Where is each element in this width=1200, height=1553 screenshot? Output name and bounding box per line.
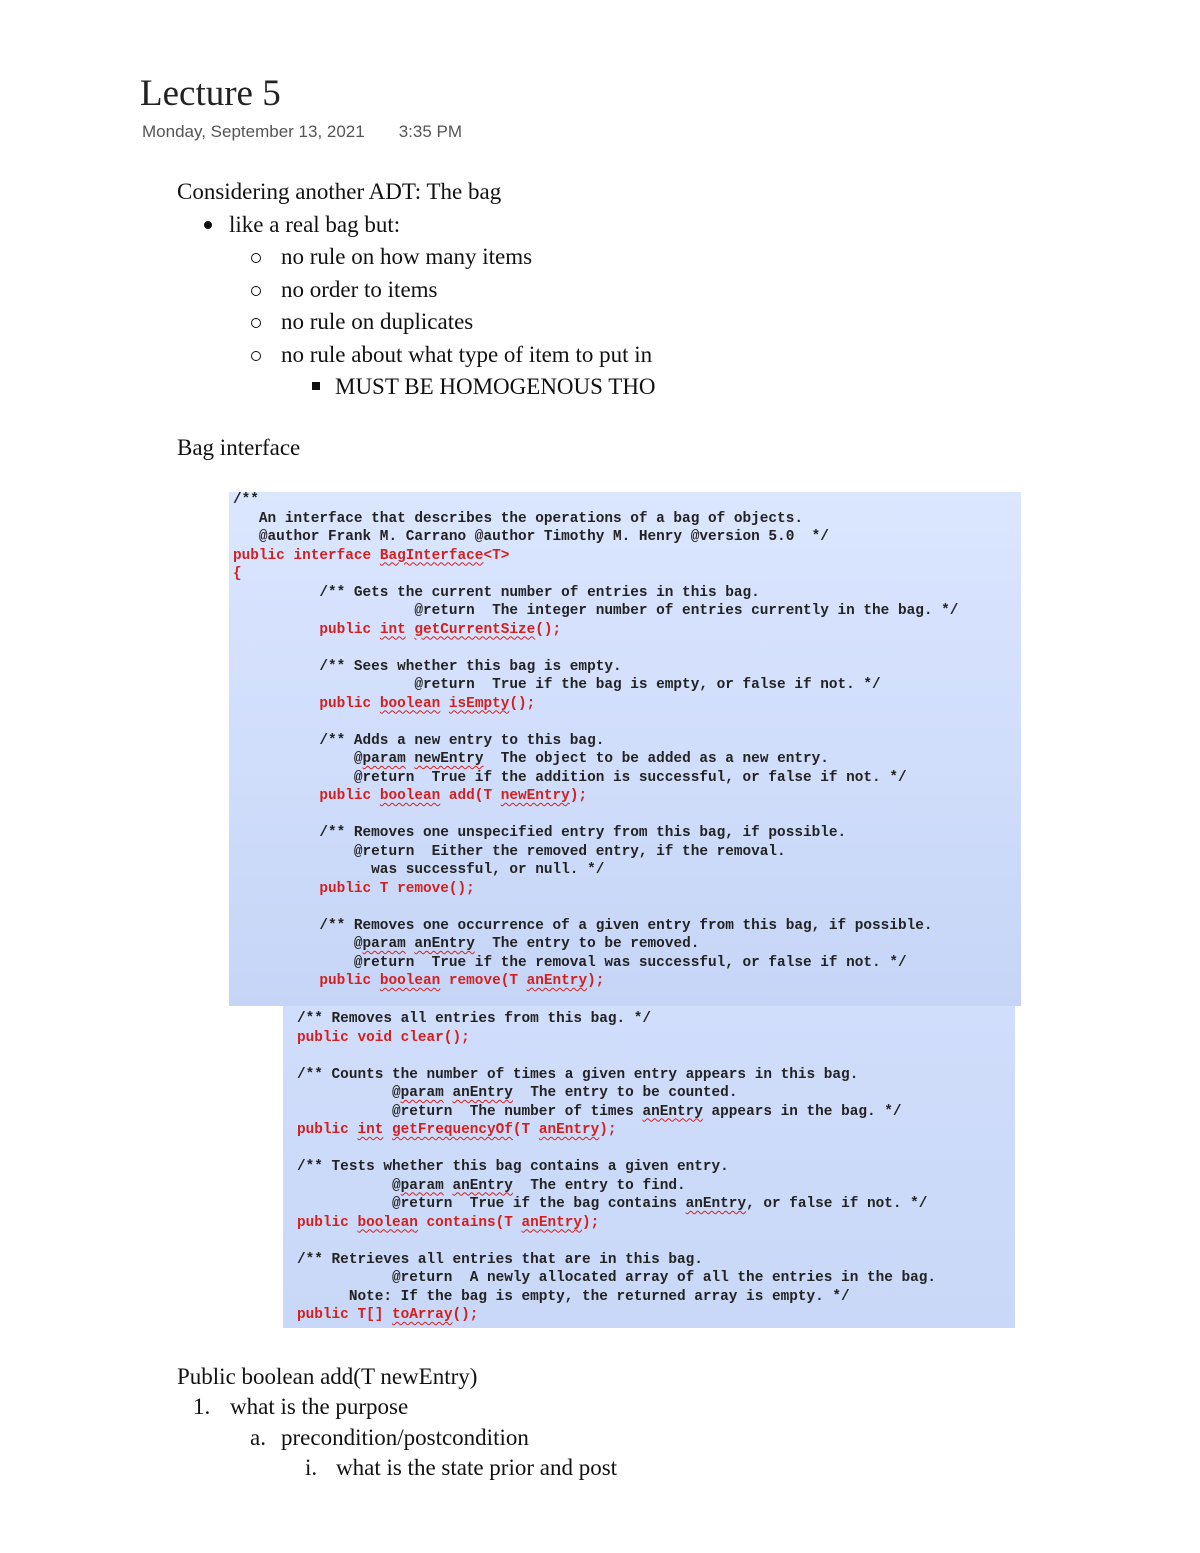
notes-heading: Considering another ADT: The bag (177, 179, 502, 204)
code-line: /** Removes one unspecified entry from this bag, if possible. (233, 825, 847, 841)
code-line: was successful, or null. */ (233, 862, 605, 878)
code-line: public int getFrequencyOf(T anEntry); (297, 1122, 617, 1138)
code-line: /** Removes all entries from this bag. */ (297, 1011, 652, 1027)
code-line: @param anEntry The entry to find. (297, 1177, 686, 1194)
code-line: public boolean contains(T anEntry); (297, 1214, 600, 1231)
bullet-disc (204, 221, 212, 229)
code-line: public boolean add(T newEntry); (233, 788, 588, 804)
notes-sub-item: no rule on how many items (281, 244, 533, 269)
page-date: Monday, September 13, 2021 (142, 122, 365, 141)
code-line: @return True if the bag contains anEntry, or false if not. */ (297, 1196, 928, 1212)
list-item: precondition/postcondition (281, 1425, 529, 1450)
code-line: @param anEntry The entry to be removed. (233, 936, 700, 952)
bullet-circle (251, 351, 261, 361)
method-heading: Public boolean add(T newEntry) (177, 1364, 478, 1389)
bullet-square (312, 382, 320, 390)
code-line: An interface that describes the operations of a bag of objects. (233, 510, 803, 527)
code-line: /** Gets the current number of entries in this bag. (233, 584, 760, 601)
code-line: @return Either the removed entry, if the removal. (233, 843, 786, 860)
code-line: @return A newly allocated array of all the entries in the bag. (297, 1270, 937, 1286)
code-line: public boolean isEmpty(); (233, 695, 536, 712)
code-line: @return True if the removal was successful, or false if not. */ (233, 954, 907, 971)
code-line: @param anEntry The entry to be counted. (297, 1085, 738, 1101)
bullet-circle (251, 318, 261, 328)
bullet-circle (251, 253, 261, 263)
code-line: Note: If the bag is empty, the returned array is empty. */ (297, 1288, 850, 1305)
code-line: /** Adds a new entry to this bag. (233, 732, 605, 749)
notes-bullet: like a real bag but: (229, 212, 401, 237)
code-line: @return The number of times anEntry appears in the bag. */ (297, 1103, 902, 1120)
code-line: public int getCurrentSize(); (233, 621, 562, 638)
bullet-circle (251, 286, 261, 296)
code-line: @return The integer number of entries currently in the bag. */ (233, 603, 959, 619)
code-block-1 (233, 491, 958, 991)
code-line: public interface BagInterface<T> (233, 547, 510, 564)
code-line: public T[] toArray(); (297, 1307, 479, 1323)
code-line: @return True if the addition is successful, or false if not. */ (233, 769, 907, 786)
code-line: @author Frank M. Carrano @author Timothy M. Henry @version 5.0 */ (233, 529, 829, 545)
code-line: /** Counts the number of times a given entry appears in this bag. (297, 1066, 859, 1083)
notes-sub-sub-item: MUST BE HOMOGENOUS THO (335, 374, 656, 399)
notes-sub-item: no rule about what type of item to put in (281, 342, 653, 367)
code-line: @param newEntry The object to be added as a new entry. (233, 751, 829, 767)
page-title: Lecture 5 (140, 73, 281, 114)
code-line: /** Tests whether this bag contains a given entry. (297, 1159, 729, 1175)
notes-sub-item: no order to items (281, 277, 438, 302)
list-marker: i. (305, 1455, 318, 1480)
list-marker: 1. (193, 1394, 211, 1419)
code-line: /** Retrieves all entries that are in this bag. (297, 1251, 703, 1268)
code-line: @return True if the bag is empty, or false if not. */ (233, 677, 881, 693)
code-line: /** (233, 492, 259, 508)
list-marker: a. (250, 1425, 266, 1450)
page-meta (142, 122, 462, 142)
code-line: { (233, 566, 242, 582)
list-item: what is the purpose (230, 1394, 409, 1419)
code-line: public T remove(); (233, 880, 475, 897)
page-time: 3:35 PM (398, 122, 463, 141)
code-line: /** Sees whether this bag is empty. (233, 658, 622, 675)
section-heading: Bag interface (177, 435, 301, 460)
code-line: public void clear(); (297, 1029, 470, 1046)
code-line: public boolean remove(T anEntry); (233, 973, 605, 989)
code-block-2 (297, 1010, 936, 1325)
notes-sub-item: no rule on duplicates (281, 309, 474, 334)
list-item: what is the state prior and post (336, 1455, 618, 1480)
code-line: /** Removes one occurrence of a given entry from this bag, if possible. (233, 917, 933, 934)
